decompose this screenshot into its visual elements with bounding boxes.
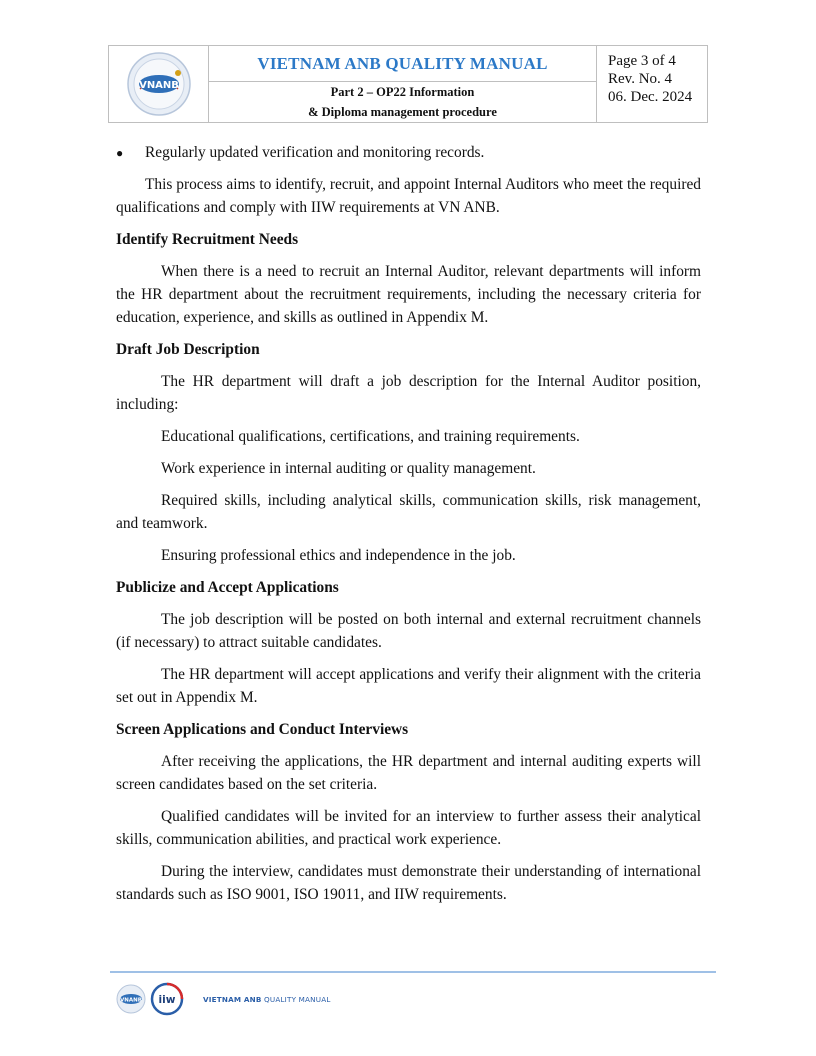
paragraph: When there is a need to recruit an Internal Auditor, relevant departments will inform the HR department about the recruitment requirements, including the necessary criteria for education, experience, and skills as outlined in Appendix M. bbox=[116, 263, 701, 326]
paragraph: The HR department will draft a job description for the Internal Auditor position, including: bbox=[116, 373, 701, 413]
bullet-item bbox=[116, 141, 701, 164]
bullet-text: Regularly updated verification and monitoring records. bbox=[145, 144, 485, 161]
footer-vnanb-logo-icon bbox=[116, 984, 146, 1014]
paragraph: Educational qualifications, certifications, and training requirements. bbox=[161, 428, 580, 445]
header-title-cell bbox=[209, 46, 597, 122]
page-number: Page 3 of 4 bbox=[608, 53, 676, 69]
bullet-dot-icon: ● bbox=[116, 146, 124, 160]
paragraph: After receiving the applications, the HR department and internal auditing experts will screen candidates based on the set criteria. bbox=[116, 753, 701, 793]
subtitle-line-1: Part 2 – OP22 Information bbox=[330, 85, 475, 99]
manual-title: VIETNAM ANB QUALITY MANUAL bbox=[209, 46, 596, 82]
paragraph: Ensuring professional ethics and independence in the job. bbox=[161, 547, 516, 564]
subtitle-line-2: & Diploma management procedure bbox=[308, 105, 497, 119]
footer-label-rest: QUALITY MANUAL bbox=[261, 994, 331, 1004]
footer-iiw-logo-icon bbox=[150, 982, 184, 1016]
paragraph: During the interview, candidates must demonstrate their understanding of international standards such as ISO 9001, ISO 19011, and IIW requirements. bbox=[116, 863, 701, 903]
document-header bbox=[108, 45, 708, 123]
paragraph: Qualified candidates will be invited for an interview to further assess their analytical skills, communication abilities, and practical work experience. bbox=[116, 808, 701, 848]
vnanb-logo-icon bbox=[126, 51, 192, 117]
document-body bbox=[116, 140, 701, 906]
header-logo-cell bbox=[109, 46, 209, 122]
paragraph: Work experience in internal auditing or quality management. bbox=[161, 460, 536, 477]
section-heading: Identify Recruitment Needs bbox=[116, 231, 299, 248]
document-footer bbox=[116, 982, 331, 1016]
footer-label bbox=[203, 995, 331, 1004]
footer-rule bbox=[110, 971, 716, 973]
section-heading: Publicize and Accept Applications bbox=[116, 579, 339, 596]
footer-label-bold: VIETNAM ANB bbox=[203, 994, 262, 1004]
paragraph: The HR department will accept applications and verify their alignment with the criteria set out in Appendix M. bbox=[116, 666, 701, 706]
revision-date: 06. Dec. 2024 bbox=[608, 89, 693, 105]
svg-text:VNANB: VNANB bbox=[138, 80, 179, 91]
intro-paragraph: This process aims to identify, recruit, and appoint Internal Auditors who meet the required qualifications and comply with IIW requirements at VN ANB. bbox=[116, 176, 701, 216]
procedure-subtitle bbox=[209, 82, 596, 122]
svg-text:VNANB: VNANB bbox=[120, 997, 142, 1004]
paragraph: The job description will be posted on both internal and external recruitment channels (if necessary) to attract suitable candidates. bbox=[116, 611, 701, 651]
header-meta-cell bbox=[597, 46, 707, 122]
revision-number: Rev. No. 4 bbox=[608, 71, 673, 87]
section-heading: Draft Job Description bbox=[116, 341, 260, 358]
section-heading: Screen Applications and Conduct Interviews bbox=[116, 721, 409, 738]
paragraph: Required skills, including analytical skills, communication skills, risk management, and teamwork. bbox=[116, 492, 701, 532]
svg-text:iiw: iiw bbox=[158, 994, 176, 1006]
